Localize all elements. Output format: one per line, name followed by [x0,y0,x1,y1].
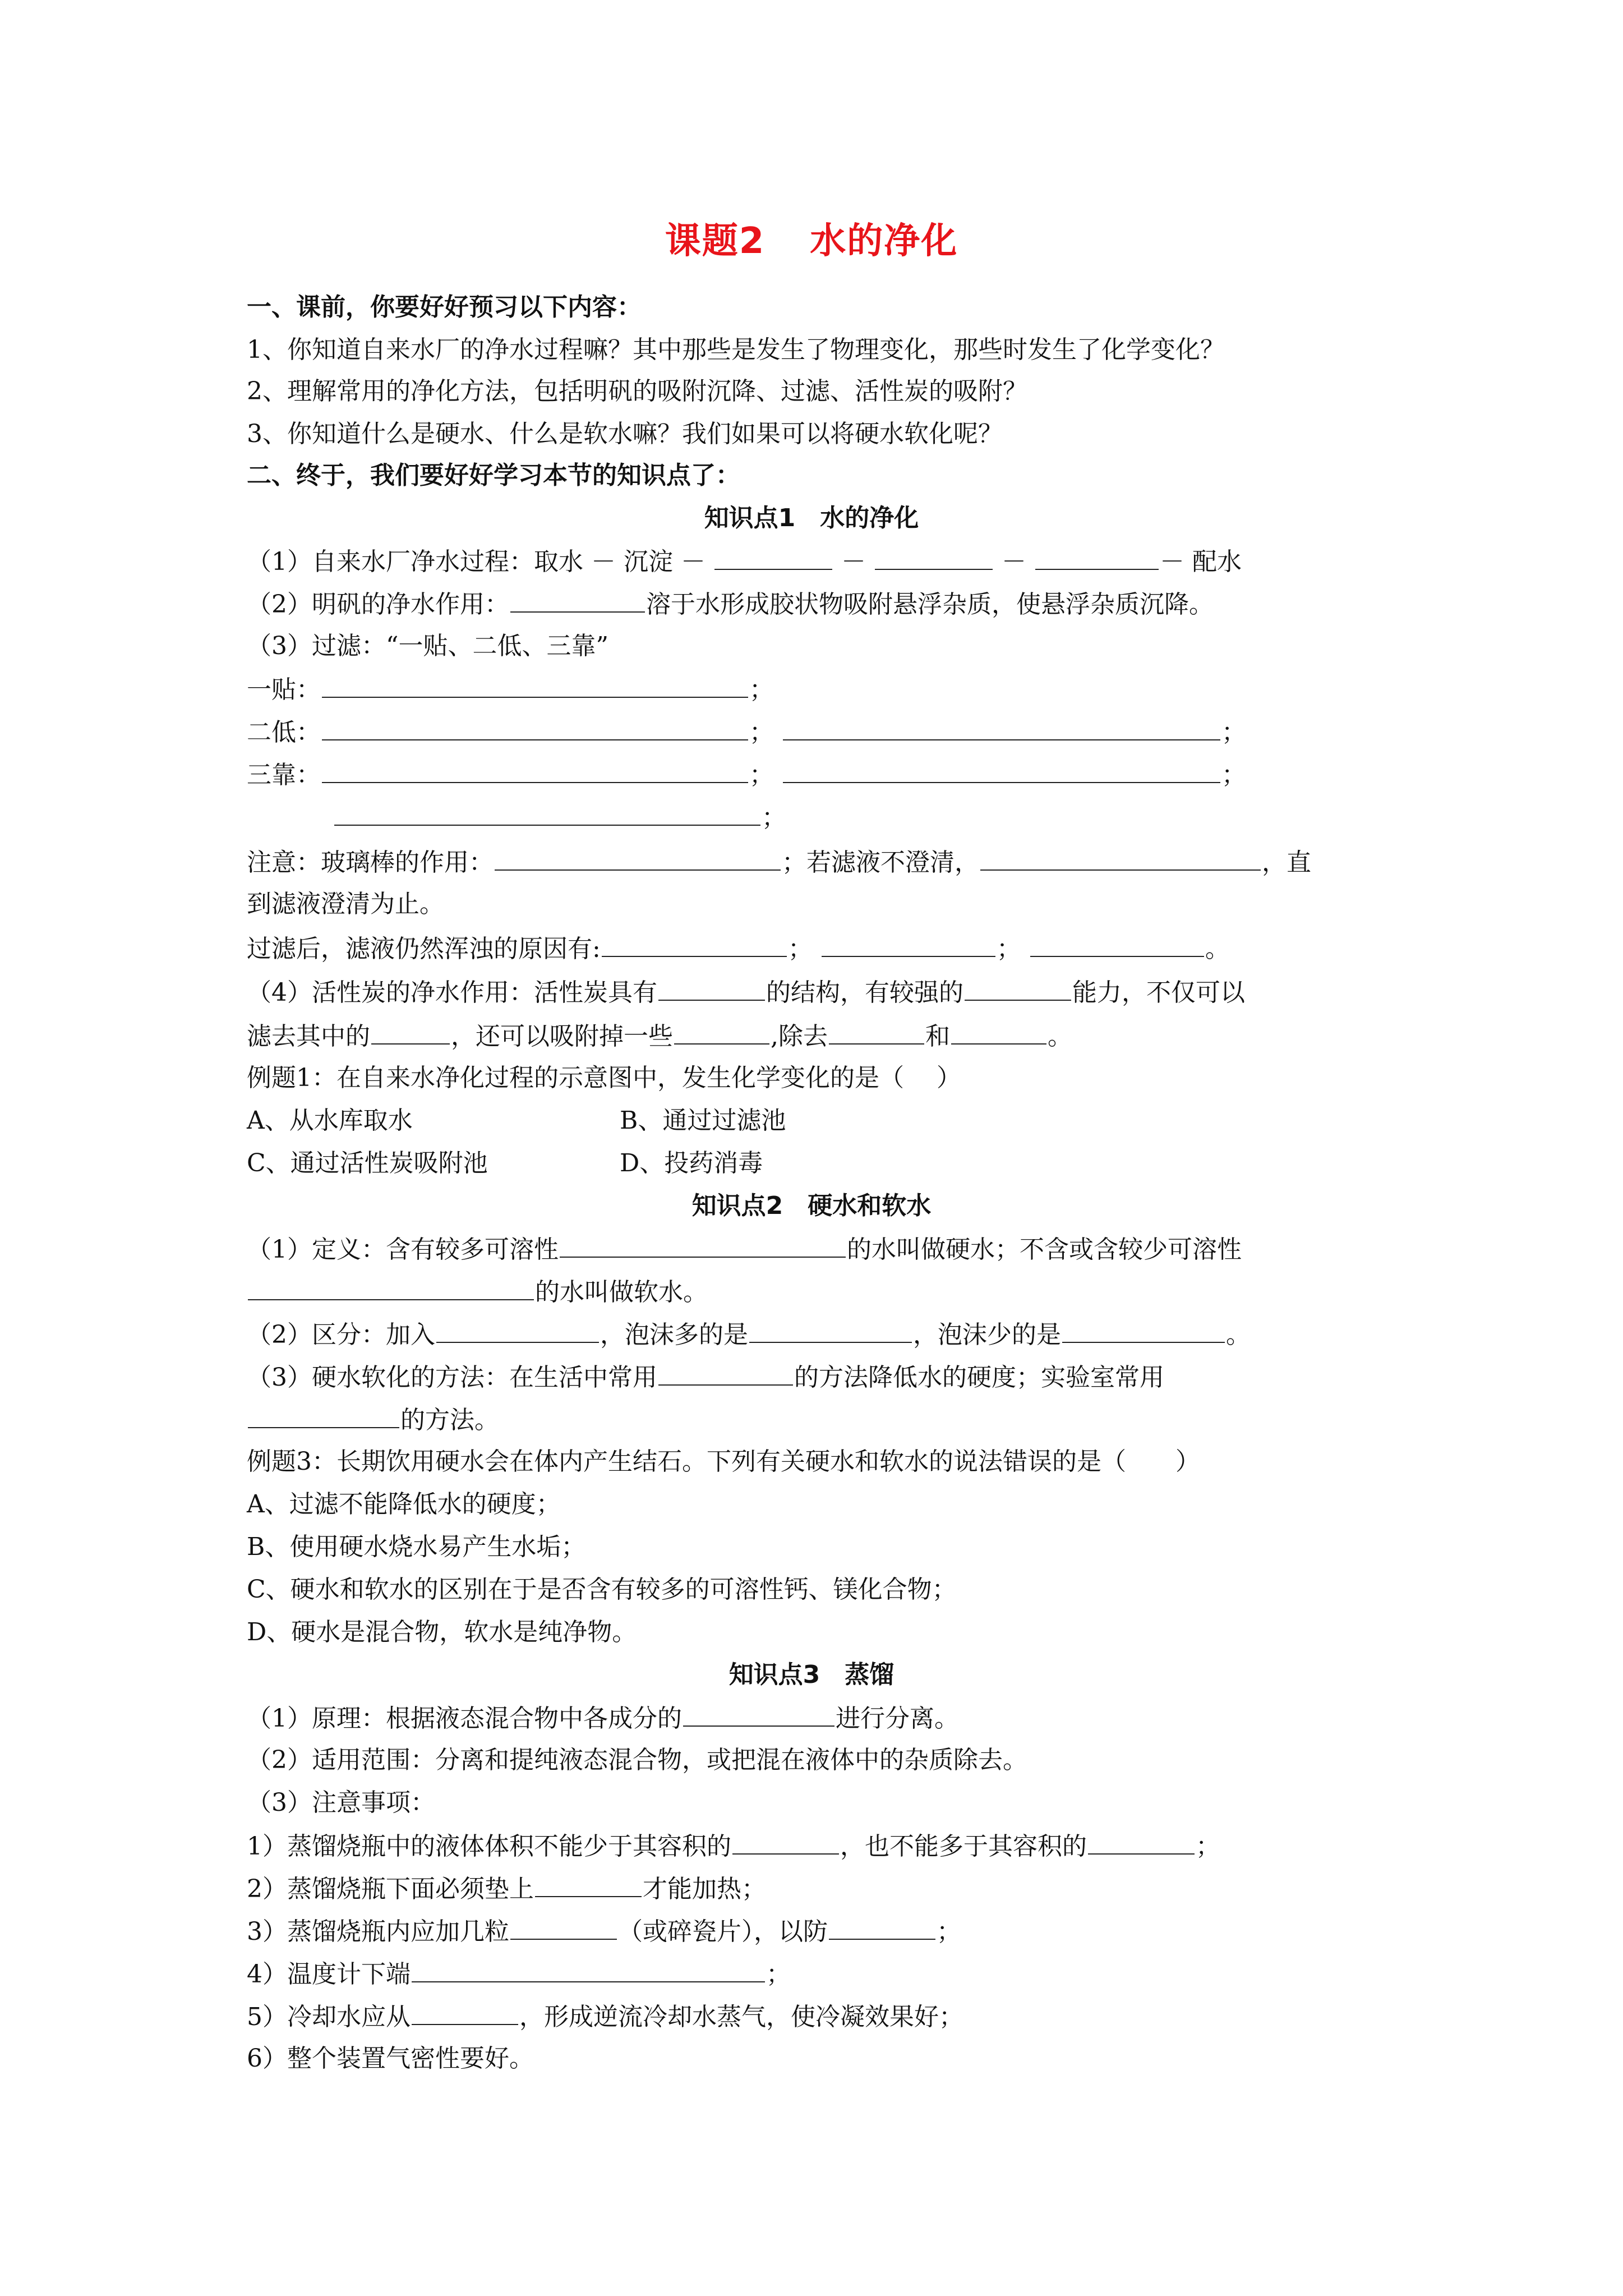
kp3-note-3: 3）蒸馏烧瓶内应加几粒 （或碎瓷片），以防 ； [247,1914,1391,1949]
blank-di-1[interactable] [322,715,748,740]
kp1-heading: 知识点1 水的净化 [704,504,919,532]
kp2-heading: 知识点2 硬水和软水 [691,1191,932,1220]
blank-carbon-remove-1[interactable] [829,1019,924,1045]
example1-question: 例题1：在自来水净化过程的示意图中，发生化学变化的是（ ） [247,1064,961,1092]
blank-di-2[interactable] [783,715,1220,740]
example1-options-row-1 [247,1104,1391,1138]
example1-option-b[interactable]: B、通过过滤池 [620,1106,786,1135]
page-title [0,212,1623,264]
kp3-notes-heading: （3）注意事项： [247,1788,435,1817]
section2-heading: 二、终于，我们要好好学习本节的知识点了： [247,461,740,490]
kp3-note-1: 1）蒸馏烧瓶中的液体体积不能少于其容积的 ，也不能多于其容积的 ； [247,1829,1391,1864]
example3-question: 例题3：长期饮用硬水会在体内产生结石。下列有关硬水和软水的说法错误的是（ ） [247,1447,1200,1476]
kp3-heading: 知识点3 蒸馏 [728,1660,895,1689]
example3-option-a[interactable]: A、过滤不能降低水的硬度； [247,1490,561,1519]
example1-option-a[interactable]: A、从水库取水 [247,1106,413,1135]
blank-soften-daily[interactable] [658,1360,793,1386]
example3-option-b[interactable]: B、使用硬水烧水易产生水垢； [247,1533,586,1561]
example1-options-row-2 [247,1147,1391,1180]
kp1-process-line: （1）自来水厂净水过程：取水 － 沉淀 － － － － 配水 [247,544,1391,579]
blank-less-foam[interactable] [1062,1317,1225,1343]
kp1-filter-heading: （3）过滤：“一贴、二低、三靠” [247,632,608,660]
kp2-softening-line: （3）硬水软化的方法：在生活中常用 的方法降低水的硬度；实验室常用 [247,1360,1391,1395]
example3-option-c[interactable]: C、硬水和软水的区别在于是否含有较多的可溶性钙、镁化合物； [247,1575,957,1604]
blank-principle[interactable] [683,1701,834,1727]
blank-process-3[interactable] [1035,544,1159,570]
blank-tie[interactable] [322,672,748,698]
kp2-definition-line-2: 的水叫做软水。 [247,1274,1391,1309]
blank-carbon-remove-2[interactable] [951,1019,1046,1045]
blank-turbid-2[interactable] [822,931,995,957]
kp3-note-6: 6）整个装置气密性要好。 [247,2044,534,2073]
blank-volume-min[interactable] [732,1829,839,1855]
blank-more-foam[interactable] [749,1317,912,1343]
preview-question-1: 1、你知道自来水厂的净水过程嘛？其中那些是发生了物理变化，那些时发生了化学变化？ [247,335,1225,364]
blank-process-1[interactable] [714,544,832,570]
blank-hard-def[interactable] [560,1232,846,1258]
filter-tie-line: 一贴： ； [247,672,1391,707]
preview-question-2: 2、理解常用的净化方法，包括明矾的吸附沉降、过滤、活性炭的吸附？ [247,377,1027,406]
kp3-note-5: 5）冷却水应从 ，形成逆流冷却水蒸气，使冷凝效果好； [247,1999,1391,2034]
blank-thermometer[interactable] [412,1957,765,1982]
blank-cooling-water[interactable] [412,1999,518,2025]
blank-soften-lab[interactable] [248,1402,399,1428]
kp1-note-continued: 到滤液澄清为止。 [247,890,444,918]
kp1-carbon-line: （4）活性炭的净水作用：活性炭具有 的结构，有较强的 能力，不仅可以 [247,975,1391,1010]
blank-alum[interactable] [510,587,645,613]
kp1-note-line: 注意：玻璃棒的作用： ；若滤液不澄清， ，直 [247,845,1391,880]
blank-glass-rod[interactable] [495,845,781,871]
blank-turbid-1[interactable] [602,931,787,957]
blank-gauze[interactable] [535,1871,642,1897]
blank-refilter[interactable] [980,845,1261,871]
kp1-turbid-line: 过滤后，滤液仍然浑浊的原因有: ； ； 。 [247,931,1391,966]
example3-option-d[interactable]: D、硬水是混合物，软水是纯净物。 [247,1618,637,1646]
kp1-alum-line: （2）明矾的净水作用： 溶于水形成胶状物吸附悬浮杂质，使悬浮杂质沉降。 [247,587,1391,622]
blank-carbon-structure[interactable] [658,975,765,1001]
blank-kao-3[interactable] [334,800,760,826]
kp2-distinguish-line: （2）区分：加入 ，泡沫多的是 ，泡沫少的是 。 [247,1317,1391,1352]
blank-process-2[interactable] [875,544,993,570]
preview-question-3: 3、你知道什么是硬水、什么是软水嘛？我们如果可以将硬水软化呢？ [247,420,1003,448]
kp2-definition-line: （1）定义：含有较多可溶性 的水叫做硬水；不含或含较少可溶性 [247,1232,1391,1267]
section1-heading: 一、课前，你要好好预习以下内容： [247,293,642,321]
filter-kao-line: 三靠： ； ； [247,757,1391,792]
blank-bumping[interactable] [829,1914,935,1940]
blank-kao-1[interactable] [322,757,748,783]
blank-carbon-adsorb[interactable] [674,1019,769,1045]
blank-reagent[interactable] [436,1317,599,1343]
example1-option-d[interactable]: D、投药消毒 [620,1149,763,1177]
blank-volume-max[interactable] [1088,1829,1195,1855]
blank-carbon-filter[interactable] [371,1019,450,1045]
example1-option-c[interactable]: C、通过活性炭吸附池 [247,1149,488,1177]
blank-zeolite[interactable] [510,1914,617,1940]
title-topic: 水的净化 [810,220,958,262]
kp3-note-2: 2）蒸馏烧瓶下面必须垫上 才能加热； [247,1871,1391,1906]
kp1-carbon-line-2: 滤去其中的 ，还可以吸附掉一些 ,除去 和 。 [247,1019,1391,1053]
kp3-scope: （2）适用范围：分离和提纯液态混合物，或把混在液体中的杂质除去。 [247,1746,1027,1774]
kp2-softening-line-2: 的方法。 [247,1402,1391,1437]
filter-di-line: 二低： ； ； [247,715,1391,749]
title-lesson-number: 课题2 [665,220,766,262]
kp3-note-4: 4）温度计下端 ； [247,1957,1391,1991]
blank-turbid-3[interactable] [1030,931,1204,957]
kp3-principle-line: （1）原理：根据液态混合物中各成分的 进行分离。 [247,1701,1391,1736]
blank-kao-2[interactable] [783,757,1220,783]
blank-carbon-ability[interactable] [965,975,1071,1001]
blank-soft-def[interactable] [248,1274,534,1300]
filter-kao-line-2: ； [333,800,1477,835]
